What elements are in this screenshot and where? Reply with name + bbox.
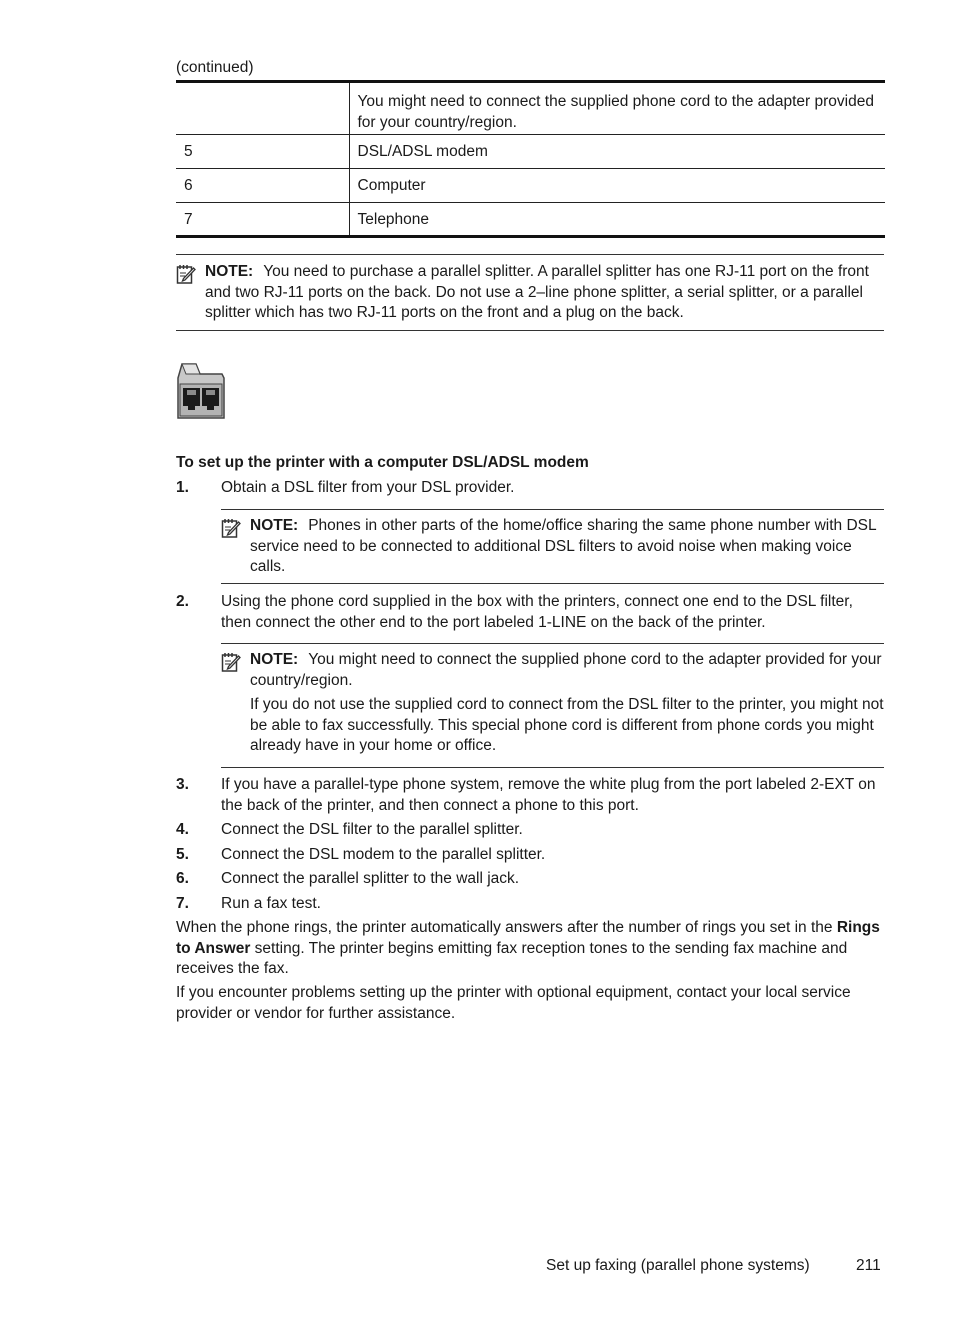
table-cell-number: 6 [176, 169, 349, 203]
table-cell-description: You might need to connect the supplied phone cord to the adapter provided for your country/region. [349, 82, 885, 135]
table-row [176, 135, 885, 169]
setting-name: Rings to Answer [176, 919, 880, 957]
note-text [250, 516, 884, 578]
step-text: If you have a parallel-type phone system, remove the white plug from the port labeled 2-EXT on the back of the printer, and then connect a phone to this port. [221, 776, 876, 814]
step-number: 6. [176, 870, 189, 887]
continued-label: (continued) [176, 59, 254, 76]
note-icon [221, 517, 241, 539]
legend-table [176, 80, 885, 238]
step-text: Run a fax test. [221, 895, 321, 912]
parallel-splitter-image [176, 362, 226, 420]
list-item [176, 775, 884, 817]
body-paragraph [176, 918, 884, 980]
section-heading: To set up the printer with a computer DSL/ADSL modem [176, 454, 589, 471]
note-icon [221, 651, 241, 673]
note-label: NOTE: [250, 517, 299, 534]
list-item [176, 820, 884, 842]
step-text: Using the phone cord supplied in the box with the printers, connect one end to the DSL filter, then connect the other end to the port labeled 1-LINE on the back of the printer. [221, 593, 853, 631]
body-paragraph: If you encounter problems setting up the printer with optional equipment, contact your local service provider or vendor for further assistance. [176, 984, 851, 1022]
step-text: Connect the parallel splitter to the wall jack. [221, 870, 520, 887]
table-row [176, 169, 885, 203]
note-text [205, 262, 885, 324]
table-cell-description: Telephone [357, 211, 430, 228]
table-row [176, 82, 885, 135]
note-box [221, 509, 884, 584]
note-box [221, 643, 884, 768]
step-text: Obtain a DSL filter from your DSL provider. [221, 479, 515, 496]
note-body: You might need to connect the supplied phone cord to the adapter provided for your country/region. [250, 651, 882, 689]
note-label: NOTE: [205, 263, 254, 280]
list-item [176, 592, 884, 634]
step-number: 2. [176, 593, 189, 610]
paragraph-text: When the phone rings, the printer automatically answers after the number of rings you set in the [176, 919, 837, 936]
paragraph-text: setting. The printer begins emitting fax reception tones to the sending fax machine and receives the fax. [176, 939, 848, 977]
note-icon [176, 263, 196, 285]
step-number: 7. [176, 895, 189, 912]
table-cell-description: DSL/ADSL modem [349, 135, 885, 169]
table-row [176, 203, 885, 237]
list-item [176, 845, 884, 867]
table-cell-number: 5 [176, 135, 349, 169]
note-body: You need to purchase a parallel splitter. A parallel splitter has one RJ-11 port on the front and two RJ-11 ports on the back. Do not use a 2–line phone splitter, a serial splitter, or a parallel splitter which has two RJ-11 ports on the front and a plug on the back. [205, 263, 869, 321]
note-label: NOTE: [250, 651, 299, 668]
note-body: Phones in other parts of the home/office sharing the same phone number with DSL service need to be connected to additional DSL filters to avoid noise when making voice calls. [250, 517, 877, 575]
footer-section-title: Set up faxing (parallel phone systems) [546, 1257, 810, 1274]
step-text: Connect the DSL filter to the parallel splitter. [221, 821, 523, 838]
step-number: 5. [176, 846, 189, 863]
note-paragraph: If you do not use the supplied cord to connect from the DSL filter to the printer, you might not be able to fax successfully. This special phone cord is different from phone cords you might already have in your home or office. [250, 696, 884, 754]
step-number: 4. [176, 821, 189, 838]
step-text: Connect the DSL modem to the parallel splitter. [221, 846, 546, 863]
list-item [176, 894, 884, 916]
list-item [176, 869, 884, 891]
list-item [176, 478, 884, 500]
table-cell-number [176, 82, 349, 135]
step-number: 1. [176, 479, 189, 496]
table-cell-description: Computer [349, 169, 885, 203]
table-cell-number: 7 [176, 203, 349, 237]
step-number: 3. [176, 776, 189, 793]
page-number: 211 [856, 1257, 881, 1274]
note-text [250, 650, 884, 691]
note-box [176, 254, 884, 331]
